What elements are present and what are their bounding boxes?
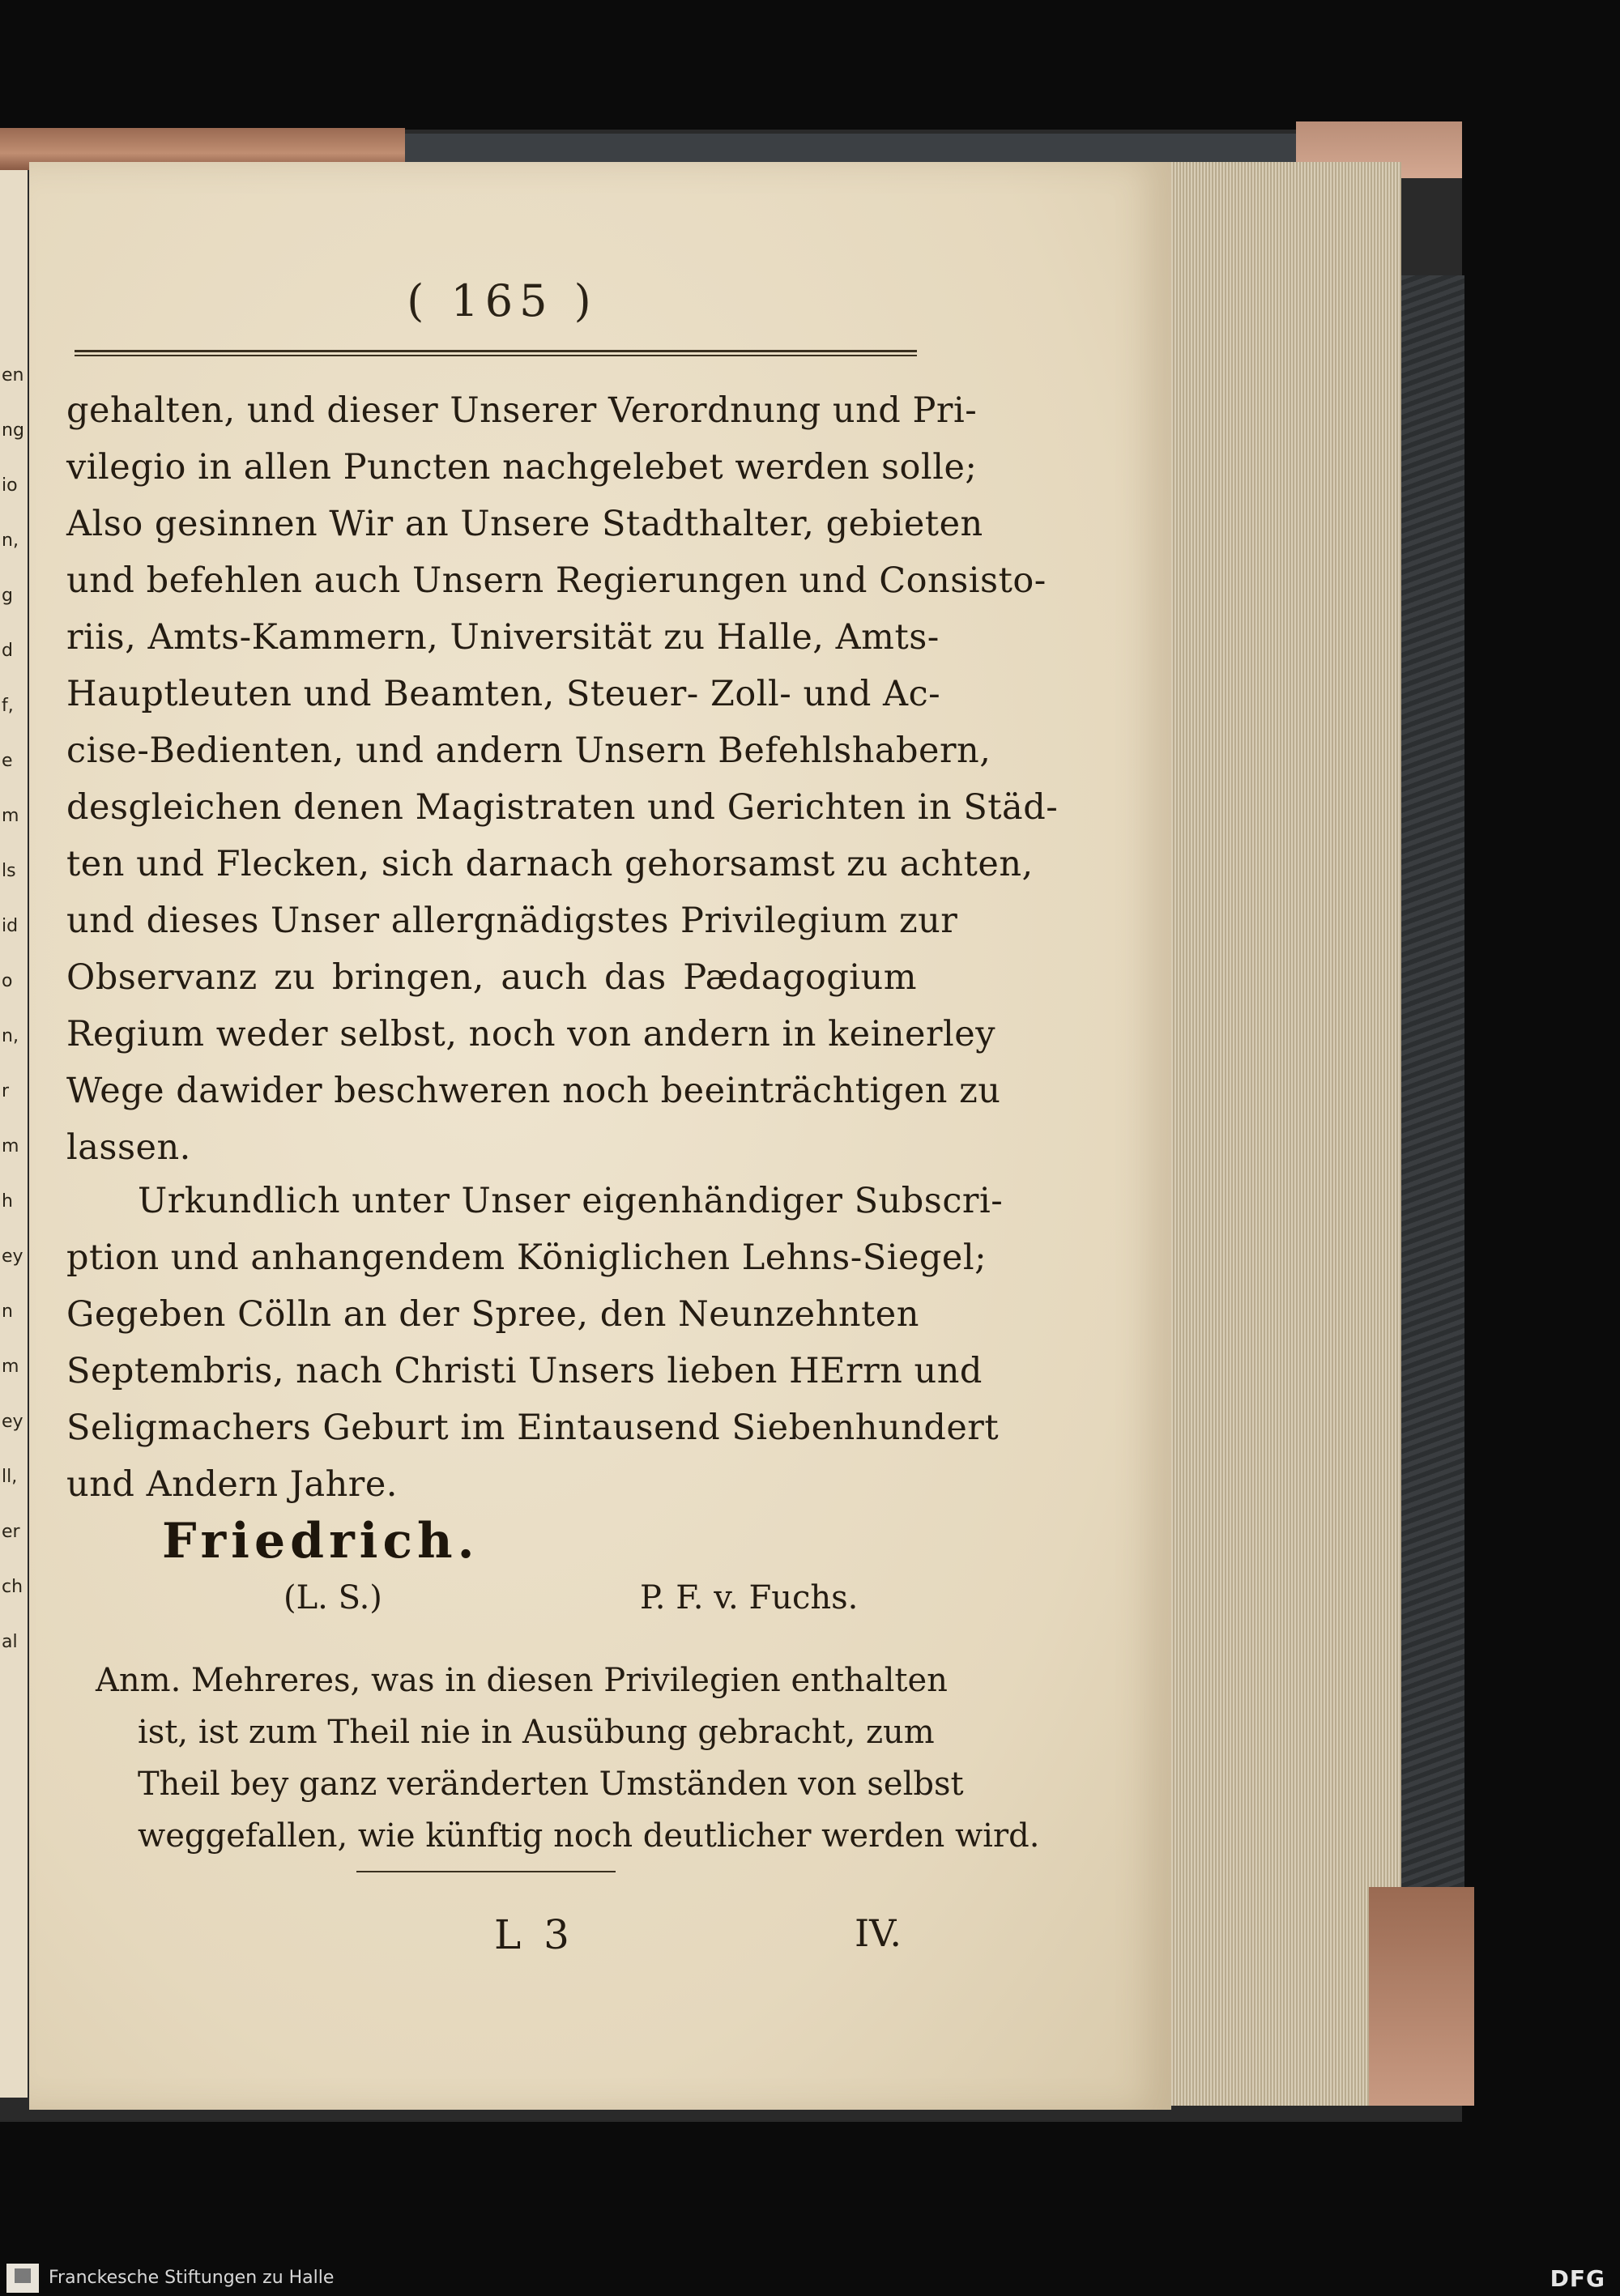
left-fragment: g bbox=[2, 586, 13, 606]
left-fragment: m bbox=[2, 806, 19, 826]
left-fragment: ey bbox=[2, 1246, 23, 1267]
note-line: weggefallen, wie künftig noch deutlicher werden wird. bbox=[138, 1817, 1040, 1855]
left-fragment: en bbox=[2, 365, 24, 386]
institution-logo-icon bbox=[6, 2264, 39, 2293]
royal-signature: Friedrich. bbox=[162, 1513, 480, 1570]
left-fragment: d bbox=[2, 641, 13, 661]
text-line: Gegeben Cölln an der Spree, den Neunzehnten bbox=[66, 1294, 919, 1335]
cloth-binding-top bbox=[405, 134, 1312, 162]
left-fragment: f, bbox=[2, 696, 14, 716]
page-number: ( 165 ) bbox=[407, 275, 598, 326]
page-edges bbox=[1158, 162, 1401, 2106]
text-line: Septembris, nach Christi Unsers lieben HErrn und bbox=[66, 1351, 983, 1391]
left-fragment: id bbox=[2, 916, 19, 936]
left-fragment: ey bbox=[2, 1412, 23, 1432]
text-line: und dieses Unser allergnädigstes Privilegium zur bbox=[66, 901, 958, 941]
left-fragment: ll, bbox=[2, 1467, 18, 1487]
left-fragment: o bbox=[2, 971, 13, 991]
left-fragment: er bbox=[2, 1522, 20, 1542]
left-fragment: n, bbox=[2, 1026, 19, 1046]
text-line: Seligmachers Geburt im Eintausend Siebenhundert bbox=[66, 1408, 1000, 1448]
text-line: Regium weder selbst, noch von andern in keinerley bbox=[66, 1014, 996, 1054]
leather-corner-bottom-right bbox=[1369, 1887, 1474, 2106]
dfg-logo: DFG bbox=[1550, 2265, 1605, 2292]
text-line: vilegio in allen Puncten nachgelebet werden solle; bbox=[66, 447, 978, 488]
left-fragment: r bbox=[2, 1081, 10, 1101]
text-line: cise-Bedienten, und andern Unsern Befehlshabern, bbox=[66, 731, 991, 771]
signature-mark: L 3 bbox=[494, 1911, 574, 1958]
left-fragment: ch bbox=[2, 1577, 23, 1597]
text-line: desgleichen denen Magistraten und Gerichten in Städ- bbox=[66, 787, 1059, 828]
note-line: ist, ist zum Theil nie in Ausübung gebracht, zum bbox=[138, 1714, 935, 1751]
text-line: gehalten, und dieser Unserer Verordnung und Pri- bbox=[66, 390, 978, 431]
left-fragment: m bbox=[2, 1357, 19, 1377]
text-line: Hauptleuten und Beamten, Steuer- Zoll- und Ac- bbox=[66, 674, 941, 714]
left-fragment: h bbox=[2, 1191, 13, 1212]
left-page-fragments bbox=[2, 348, 26, 1670]
cloth-binding-right bbox=[1401, 275, 1464, 1911]
left-fragment: n bbox=[2, 1301, 13, 1322]
text-line: riis, Amts-Kammern, Universität zu Halle, Amts- bbox=[66, 617, 940, 658]
left-fragment: ng bbox=[2, 420, 24, 441]
footer-rule bbox=[356, 1871, 616, 1872]
left-fragment: al bbox=[2, 1632, 18, 1652]
left-fragment: m bbox=[2, 1136, 19, 1157]
seal-mark: (L. S.) bbox=[284, 1579, 382, 1617]
text-line: Observanz zu bringen, auch das Pædagogium bbox=[66, 957, 917, 998]
text-line: und befehlen auch Unsern Regierungen und Consisto- bbox=[66, 560, 1047, 601]
footer-credit: Franckesche Stiftungen zu Halle bbox=[49, 2268, 335, 2288]
text-line: ption und anhangendem Königlichen Lehns-Siegel; bbox=[66, 1237, 987, 1278]
left-fragment: n, bbox=[2, 530, 19, 551]
left-fragment: io bbox=[2, 475, 18, 496]
note-line: Theil bey ganz veränderten Umständen von selbst bbox=[138, 1766, 964, 1803]
header-rule bbox=[75, 350, 917, 356]
note-line: Anm. Mehreres, was in diesen Privilegien enthalten bbox=[96, 1662, 948, 1699]
left-fragment: e bbox=[2, 751, 13, 771]
text-line: ten und Flecken, sich darnach gehorsamst zu achten, bbox=[66, 844, 1034, 884]
left-fragment: ls bbox=[2, 861, 16, 881]
text-line: und Andern Jahre. bbox=[66, 1464, 398, 1505]
text-line: lassen. bbox=[66, 1127, 191, 1168]
text-line: Also gesinnen Wir an Unsere Stadthalter, gebieten bbox=[66, 504, 983, 544]
countersignature: P. F. v. Fuchs. bbox=[640, 1579, 859, 1617]
catchword: IV. bbox=[855, 1911, 902, 1955]
text-line: Urkundlich unter Unser eigenhändiger Subscri- bbox=[138, 1181, 1004, 1221]
text-line: Wege dawider beschweren noch beeinträchtigen zu bbox=[66, 1071, 1001, 1111]
